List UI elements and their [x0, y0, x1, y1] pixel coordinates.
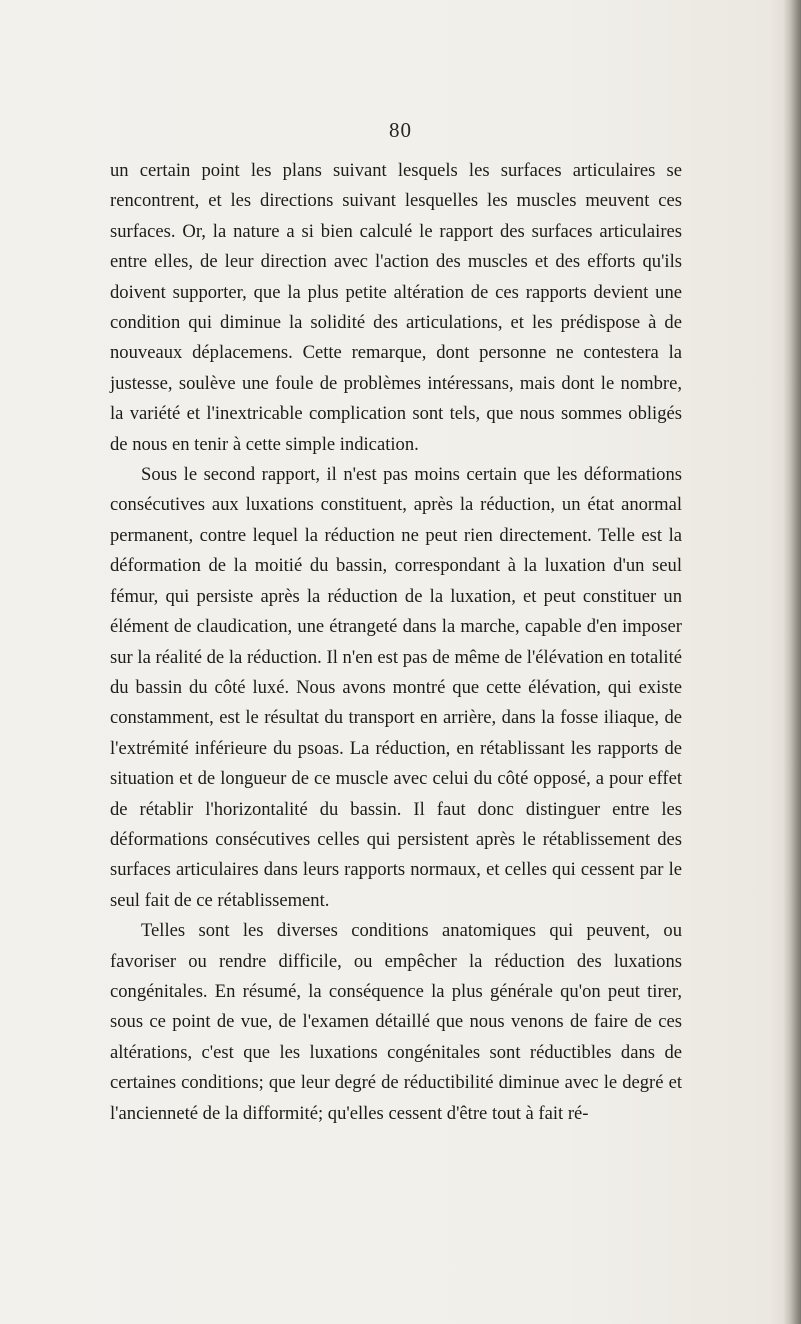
paragraph-3: Telles sont les diverses conditions anatomiques qui peuvent, ou favoriser ou rendre difficile, ou empêcher la réduction des luxations congénitales. En résumé, la conséquence la plus générale qu'on peut tirer, sous ce point de vue, de l'examen détaillé que nous venons de faire de ces altérations, c'est que les luxations congénitales sont réductibles dans de certaines conditions; que leur degré de réductibilité diminue avec le degré et l'ancienneté de la difformité; qu'elles cessent d'être tout à fait ré- [110, 920, 682, 1124]
paragraph-1: un certain point les plans suivant lesquels les surfaces articulaires se rencontrent, et les directions suivant lesquelles les muscles meuvent ces surfaces. Or, la nature a si bien calculé le rapport des surfaces articulaires entre elles, de leur direction avec l'action des muscles et des efforts qu'ils doivent supporter, que la plus petite altération de ces rapports devient une condition qui diminue la solidité des articulations, et les prédispose à de nouveaux déplacemens. Cette remarque, dont personne ne contestera la justesse, soulève une foule de problèmes intéressans, mais dont le nombre, la variété et l'inextricable complication sont tels, que nous sommes obligés de nous en tenir à cette simple indication. [110, 160, 682, 455]
paragraph-2: Sous le second rapport, il n'est pas moins certain que les déformations consécutives aux luxations constituent, après la réduction, un état anormal permanent, contre lequel la réduction ne peut rien directement. Telle est la déformation de la moitié du bassin, correspondant à la luxation d'un seul fémur, qui persiste après la réduction de la luxation, et peut constituer un élément de claudication, une étrangeté dans la marche, capable d'en imposer sur la réalité de la réduction. Il n'en est pas de même de l'élévation en totalité du bassin du côté luxé. Nous avons montré que cette élévation, qui existe constamment, est le résultat du transport en arrière, dans la fosse iliaque, de l'extrémité inférieure du psoas. La réduction, en rétablissant les rapports de situation et de longueur de ce muscle avec celui du côté opposé, a pour effet de rétablir l'horizontalité du bassin. Il faut donc distinguer entre les déformations consécutives celles qui persistent après le rétablissement des surfaces articulaires dans leurs rapports normaux, et celles qui cessent par le seul fait de ce rétablissement. [110, 464, 682, 911]
page-number: 80 [389, 118, 412, 142]
page-edge-shadow [783, 0, 801, 1324]
body-text [110, 156, 682, 1129]
